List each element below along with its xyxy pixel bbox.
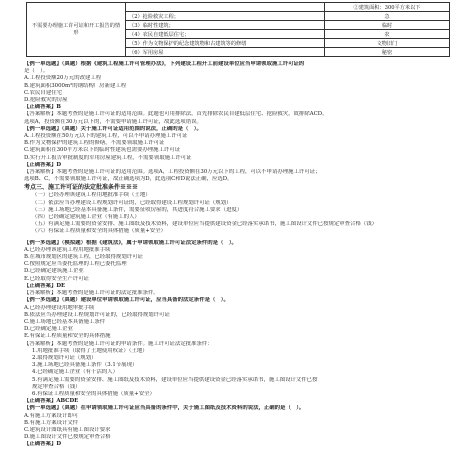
analysis: 选项A，投资额在30万元以下的，不需要申请施工许可证，故此选项错误。 — [24, 118, 202, 125]
question-title: 【例一多选题】（真题）建设单位申请领取施工许可证，应当具备的法定条件是（ ）。 — [24, 297, 229, 304]
question-title: 【例一单选题】（真题）根据《建筑工程施工许可管理办法》，下列建设工程开工前建设单位应当申请领取施工许可证的 — [24, 61, 305, 67]
option-e: E.有保证工程质量和安全的具体措施 — [24, 333, 111, 340]
list-item: 3.施工场地已经具备施工条件（3.1节展现） — [32, 362, 138, 369]
list-item: 2.取得规划许可证（规划） — [32, 354, 97, 361]
list-item: （一）已经办理该建筑工程用地批准手续（土地） — [32, 192, 151, 199]
section-title: 考点三、施工许可证的法定批准条件※※※ — [24, 184, 139, 192]
list-item: 1.用地批准手续（取得了土地使用权证）（土地） — [32, 347, 148, 354]
option-b: B.有施工方案设计文件 — [24, 419, 79, 426]
option-a: A.工程投资额在50万元以下的建筑工程，可以不申请办理施工许可证 — [24, 133, 188, 140]
option-a: A.已经办理建设用地审批手续 — [24, 304, 95, 311]
answer: 【正确答案】D — [24, 441, 62, 448]
option-e: E.已经取得安全生产许可证 — [24, 275, 89, 282]
section-3 — [24, 184, 450, 235]
analysis: 【答案解析】本题考查的是施工许可证的申请条件。施工许可证法定批准条件： — [24, 340, 213, 347]
table-cell: 临时 — [325, 21, 450, 30]
option-b: B.作为文物保护的建筑工程的修缮，不需要领取施工许可证 — [24, 140, 165, 147]
table-cell: （5）作为文物保护的纪念建筑物和古建筑等的修缮 — [126, 39, 325, 48]
option-d: D.抢险救灾的房屋 — [24, 97, 68, 104]
list-item: （二）依法应当办理建设工程规划许可证的，已经取得建设工程规划许可证（规划） — [32, 199, 232, 206]
table-cell: （4）农民自建低层住宅； — [126, 30, 325, 39]
analysis: 【答案解析】本题考查的是施工许可证的适用范围。选项A，工程投资额在30万元以下的工程，可以不申请办理施工许可证； — [24, 169, 321, 176]
question-title: 【例一单选题】（真题）在申请领取施工许可证应当具备的条件中，关于施工图纸及技术资料的说法，正确的是（ ）。 — [24, 405, 305, 412]
table-cell — [126, 3, 325, 12]
option-c: C.建筑设计图纸具有施工图设计要求 — [24, 426, 111, 433]
option-a: A.已经办理该建筑工程用地批准手续 — [24, 246, 111, 253]
option-c: C.按照规定应当委托监理的工程已委托监理 — [24, 261, 127, 268]
question-1 — [24, 61, 450, 126]
answer: 【正确答案】ABCDE — [24, 398, 79, 405]
option-c: C.建筑面积在300平方米以下的临时性建筑也需要办理施工许可证 — [24, 147, 181, 154]
option-b: B.建筑面积3000m²的钢结构厂房新建工程 — [24, 82, 127, 89]
option-c: C.农民自建住宅 — [24, 89, 62, 96]
table-cell: （3）临时性建筑； — [126, 21, 325, 30]
analysis: 【答案解析】本题考查的是施工许可证的适用范围。此题也可用排除法，首先排除农民自建低层住宅、抢险救灾，故排除ACD。 — [24, 111, 328, 118]
option-d: D.施工图设计文件已按规定审查合格 — [24, 434, 111, 441]
table-cell: 秘密 — [325, 48, 450, 57]
list-item: （六）有保证工程质量和安全的具体措施（质量+安全） — [32, 228, 166, 235]
table-cell: 文物旧门 — [325, 39, 450, 48]
table-cell: ②建筑面积：300平方米以下 — [325, 3, 450, 12]
option-b: B.在城市规划区的建筑工程，已经取得规划许可证 — [24, 254, 143, 261]
option-d: D.已经确定建筑施工企业 — [24, 268, 84, 275]
exemption-table — [26, 2, 450, 57]
list-item: 5.有满足施工需要的资金安排、施工图纸及技术资料，建设单位应当提供建设资金已经落实承诺书，施工图设计文件已按 — [32, 376, 318, 383]
option-b: B.依法应当办理建设工程规划许可证的，已经取得规划许可证 — [24, 311, 170, 318]
question-2 — [24, 126, 450, 184]
question-stem: 是（ ）。 — [24, 68, 49, 75]
list-item: （五）有满足施工需要的资金安排、施工图纸及技术资料，建设单位应当提供建设资金已经落实承诺书，施工图设计文件已按规定审查合格（钱） — [32, 221, 378, 228]
question-4 — [24, 297, 450, 405]
option-a: A.工程投资额20万元的改建工程 — [24, 75, 102, 82]
question-3 — [24, 240, 450, 298]
table-lead-cell: 不需要办理施工许可证和开工报告的情形 — [27, 3, 126, 57]
analysis: 选项B、C，不需要领取施工许可证，故正确选项为D，此选项C和D说法正确，应选D。 — [24, 176, 233, 183]
analysis: 【答案解析】本题考查的是施工许可证的法定批准条件。 — [24, 290, 159, 297]
option-d: D.实行开工报告审批制度的军用房屋建筑工程，不需要领取施工许可证 — [24, 154, 192, 161]
list-item: 规定审查合格（钱） — [32, 383, 81, 390]
table-cell: 农 — [325, 30, 450, 39]
answer: 【正确答案】D — [24, 161, 62, 168]
option-c: C.施工场地已经基本具备施工条件 — [24, 318, 106, 325]
list-item: 4.已经确定施工企业（有干活的人） — [32, 369, 119, 376]
question-title: 【例一单选题】（真题）关于施工许可证适用范围的说法，正确的是（ ）。 — [24, 125, 202, 132]
option-d: D.已经确定施工企业 — [24, 326, 73, 333]
table-cell: 急 — [325, 12, 450, 21]
answer: 【正确答案】DE — [24, 282, 66, 289]
table-cell: （6）军用房屋 — [126, 48, 325, 57]
option-a: A.有施工方案设计即可 — [24, 412, 79, 419]
answer: 【正确答案】B — [24, 104, 61, 111]
list-item: （四）已经确定建筑施工企业（有施工的人） — [32, 214, 140, 221]
question-title: 【例一多选题】（模拟题）根据《建筑法》，属于申请领取施工许可证法定条件的是（ ）。 — [24, 239, 237, 246]
table-cell: （2）抢险救灾工程； — [126, 12, 325, 21]
list-item: 6.有保证工程质量和安全的具体措施（质量+安全） — [32, 390, 155, 397]
list-item: （三）施工场地已经基本具备施工条件，需要征收房屋的，其进度符合施工要求（进度） — [32, 206, 243, 213]
question-5 — [24, 405, 450, 448]
